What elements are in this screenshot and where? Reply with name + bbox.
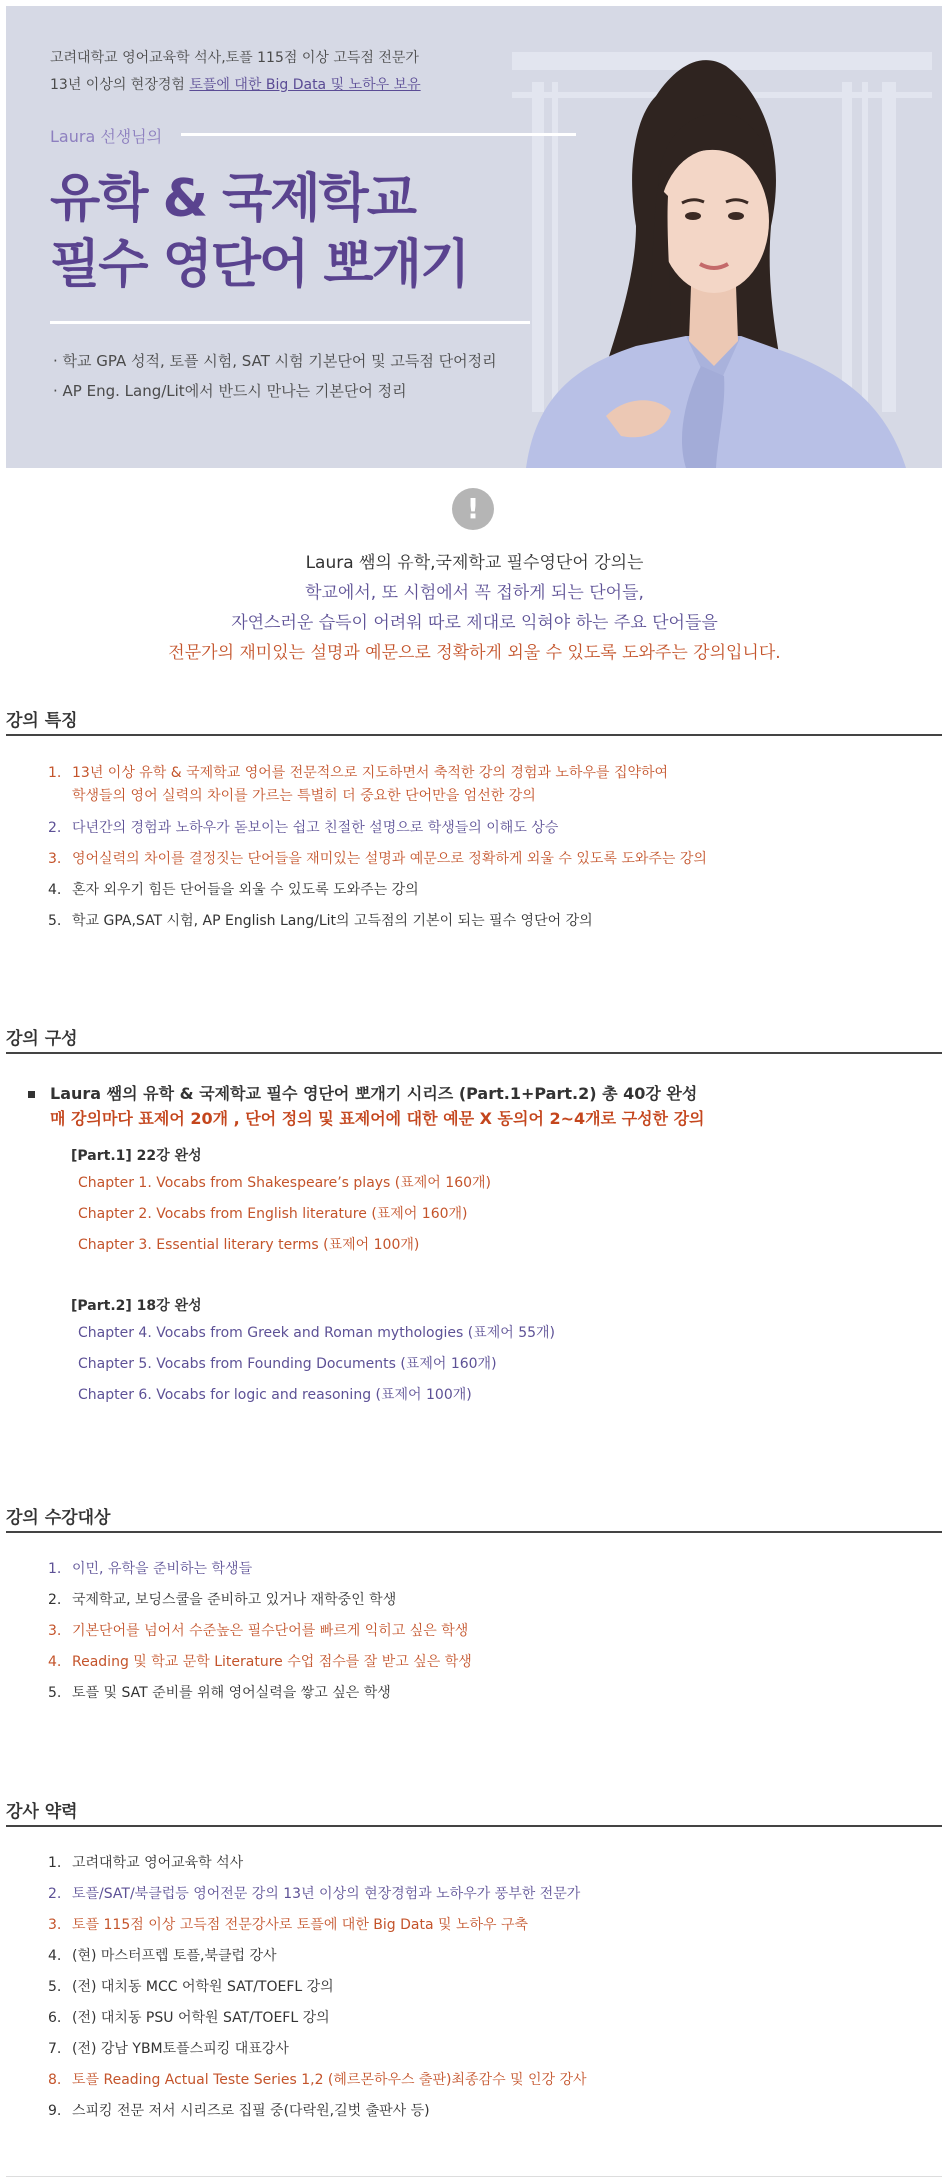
audience-list bbox=[48, 1554, 472, 1709]
career-title: 강사 약력 bbox=[6, 1802, 78, 1822]
hero-title-line1: 유학 & 국제학교 bbox=[50, 169, 415, 229]
career-divider bbox=[6, 1825, 942, 1827]
hero-bullets bbox=[53, 346, 497, 406]
list-item: 9. 스피킹 전문 저서 시리즈로 집필 중(다락원,길벗 출판사 등) bbox=[48, 2103, 430, 2119]
hero-intro-line1: 고려대학교 영어교육학 석사,토플 115점 이상 고득점 전문가 bbox=[50, 50, 419, 66]
composition-divider bbox=[6, 1052, 942, 1054]
list-item: 2. 국제학교, 보딩스쿨을 준비하고 있거나 재학중인 학생 bbox=[48, 1592, 397, 1608]
chapter-item: Chapter 4. Vocabs from Greek and Roman mythologies (표제어 55개) bbox=[78, 1325, 556, 1341]
hero-bullet: · AP Eng. Lang/Lit에서 반드시 만나는 기본단어 정리 bbox=[53, 382, 407, 400]
chapter-item: Chapter 2. Vocabs from English literature (표제어 160개) bbox=[78, 1206, 468, 1222]
exclamation-circle-icon: ! bbox=[452, 488, 494, 530]
list-item: 1. 13년 이상 유학 & 국제학교 영어를 전문적으로 지도하면서 축적한 강의 경험과 노하우를 집약하여 학생들의 영어 실력의 차이를 가르는 특별히 더 중요한 단어만을 엄선한 강의 bbox=[48, 765, 669, 804]
list-item: 3. 기본단어를 넘어서 수준높은 필수단어를 빠르게 익히고 싶은 학생 bbox=[48, 1623, 469, 1639]
list-item: 3. 영어실력의 차이를 결정짓는 단어들을 재미있는 설명과 예문으로 정확하게 외울 수 있도록 도와주는 강의 bbox=[48, 851, 707, 867]
list-item: 4. Reading 및 학교 문학 Literature 수업 점수를 잘 받고 싶은 학생 bbox=[48, 1654, 472, 1670]
list-item: 8. 토플 Reading Actual Teste Series 1,2 (헤르몬하우스 출판)최종감수 및 인강 강사 bbox=[48, 2072, 587, 2088]
list-item: 4. (현) 마스터프렙 토플,북클럽 강사 bbox=[48, 1948, 277, 1964]
notice-line1: Laura 쌤의 유학,국제학교 필수영단어 강의는 bbox=[305, 553, 644, 573]
composition-headline: Laura 쌤의 유학 & 국제학교 필수 영단어 뽀개기 시리즈 (Part.1+Part.2) 총 40강 완성 bbox=[50, 1084, 698, 1103]
notice-line2: 학교에서, 또 시험에서 꼭 접하게 되는 단어들, bbox=[305, 583, 644, 603]
hero-banner bbox=[6, 6, 942, 468]
part2-chapters bbox=[78, 1318, 555, 1411]
composition-subline: 매 강의마다 표제어 20개 , 단어 정의 및 표제어에 대한 예문 X 동의어 2~4개로 구성한 강의 bbox=[50, 1109, 705, 1128]
hero-intro-line2: 13년 이상의 현장경험 bbox=[50, 77, 190, 93]
part1-label: [Part.1] 22강 완성 bbox=[71, 1148, 202, 1164]
list-item: 1. 고려대학교 영어교육학 석사 bbox=[48, 1855, 244, 1871]
square-bullet-icon bbox=[28, 1091, 35, 1098]
chapter-item: Chapter 3. Essential literary terms (표제어 100개) bbox=[78, 1237, 420, 1253]
chapter-item: Chapter 5. Vocabs from Founding Documents (표제어 160개) bbox=[78, 1356, 497, 1372]
hero-title bbox=[50, 166, 468, 298]
list-item: 7. (전) 강남 YBM토플스피킹 대표강사 bbox=[48, 2041, 289, 2057]
part1-chapters bbox=[78, 1168, 491, 1261]
list-item: 1. 이민, 유학을 준비하는 학생들 bbox=[48, 1561, 253, 1577]
list-item: 4. 혼자 외우기 힘든 단어들을 외울 수 있도록 도와주는 강의 bbox=[48, 882, 419, 898]
hero-title-line2: 필수 영단어 뽀개기 bbox=[50, 235, 469, 295]
chapter-item: Chapter 1. Vocabs from Shakespeare’s plays (표제어 160개) bbox=[78, 1175, 491, 1191]
list-item: 5. (전) 대치동 MCC 어학원 SAT/TOEFL 강의 bbox=[48, 1979, 334, 1995]
composition-title: 강의 구성 bbox=[6, 1029, 78, 1049]
notice-line4: 전문가의 재미있는 설명과 예문으로 정확하게 외울 수 있도록 도와주는 강의입니다. bbox=[168, 643, 781, 663]
list-item: 6. (전) 대치동 PSU 어학원 SAT/TOEFL 강의 bbox=[48, 2010, 330, 2026]
list-item: 5. 토플 및 SAT 준비를 위해 영어실력을 쌓고 싶은 학생 bbox=[48, 1685, 391, 1701]
features-divider bbox=[6, 734, 942, 736]
chapter-item: Chapter 6. Vocabs for logic and reasoning (표제어 100개) bbox=[78, 1387, 472, 1403]
hero-intro-highlight: 토플에 대한 Big Data 및 노하우 보유 bbox=[189, 77, 421, 93]
teacher-portrait bbox=[486, 36, 942, 468]
hero-divider-bottom bbox=[50, 321, 530, 324]
list-item: 2. 다년간의 경험과 노하우가 돋보이는 쉽고 친절한 설명으로 학생들의 이해도 상승 bbox=[48, 820, 559, 836]
hero-bullet: · 학교 GPA 성적, 토플 시험, SAT 시험 기본단어 및 고득점 단어정리 bbox=[53, 352, 497, 370]
audience-divider bbox=[6, 1531, 942, 1533]
audience-title: 강의 수강대상 bbox=[6, 1508, 111, 1528]
bottom-divider bbox=[6, 2176, 942, 2177]
features-title: 강의 특징 bbox=[6, 711, 78, 731]
part2-label: [Part.2] 18강 완성 bbox=[71, 1298, 202, 1314]
hero-teacher-label: Laura 선생님의 bbox=[50, 127, 163, 146]
list-item: 3. 토플 115점 이상 고득점 전문강사로 토플에 대한 Big Data 및 노하우 구축 bbox=[48, 1917, 529, 1933]
list-item: 2. 토플/SAT/북클럽등 영어전문 강의 13년 이상의 현장경험과 노하우가 풍부한 전문가 bbox=[48, 1886, 581, 1902]
features-list bbox=[48, 758, 707, 937]
list-item: 5. 학교 GPA,SAT 시험, AP English Lang/Lit의 고득점의 기본이 되는 필수 영단어 강의 bbox=[48, 913, 593, 929]
career-list bbox=[48, 1848, 587, 2127]
hero-intro bbox=[50, 45, 421, 99]
notice-line3: 자연스러운 습득이 어려워 따로 제대로 익혀야 하는 주요 단어들을 bbox=[231, 613, 718, 633]
intro-notice bbox=[0, 548, 949, 668]
